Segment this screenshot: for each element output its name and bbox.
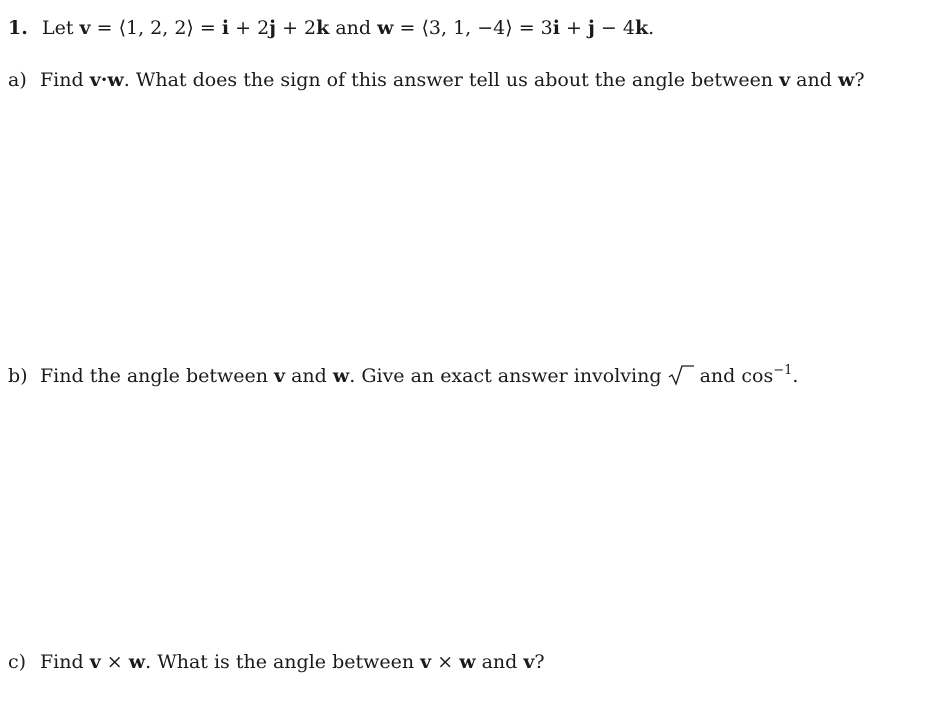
vector-w: w	[128, 651, 146, 673]
unit-j: j	[269, 17, 277, 39]
unit-i: i	[221, 17, 230, 39]
part-b-text-1: Find the angle between	[40, 365, 275, 387]
part-b-end: .	[792, 365, 799, 387]
and-text: and	[329, 17, 378, 39]
part-a-end: ?	[854, 69, 865, 91]
part-a-text-1: Find	[40, 69, 90, 91]
problem-number: 1.	[8, 17, 28, 39]
vector-v: v	[89, 69, 101, 91]
inverse-superscript: −1	[773, 363, 793, 378]
dot-operator: ·	[100, 69, 108, 91]
part-a	[0, 68, 865, 92]
vector-v: v	[420, 651, 432, 673]
vector-v: v	[274, 365, 286, 387]
unit-k-2: k	[634, 17, 649, 39]
v-definition: = ⟨1, 2, 2⟩ =	[96, 17, 222, 39]
v-rest-1: + 2	[229, 17, 270, 39]
and-text: and	[475, 651, 524, 673]
part-b	[0, 359, 798, 388]
cross-operator: ×	[100, 651, 129, 673]
unit-i-2: i	[552, 17, 560, 39]
vector-v: v	[89, 651, 101, 673]
vector-v: v	[79, 17, 91, 39]
vector-w: w	[107, 69, 124, 91]
part-c-label: c)	[8, 651, 27, 673]
w-rest-2: − 4	[594, 17, 635, 39]
part-b-label: b)	[8, 365, 28, 387]
part-b-text-3: and cos	[693, 365, 774, 387]
part-a-label: a)	[8, 69, 27, 91]
part-b-text-2: . Give an exact answer involving	[349, 365, 668, 387]
unit-j-2: j	[587, 17, 595, 39]
statement-end: .	[648, 17, 655, 39]
vector-w: w	[377, 17, 394, 39]
vector-w: w	[459, 651, 476, 673]
cross-operator: ×	[431, 651, 460, 673]
part-a-text-2: . What does the sign of this answer tell us about the angle between	[123, 69, 780, 91]
part-c	[0, 650, 545, 674]
w-definition: = ⟨3, 1, −4⟩ = 3	[393, 17, 553, 39]
part-c-text-1: Find	[40, 651, 90, 673]
let-text: Let	[42, 17, 74, 39]
w-rest-1: +	[559, 17, 588, 39]
square-root-icon	[668, 364, 694, 386]
part-c-end: ?	[534, 651, 545, 673]
v-rest-2: + 2	[276, 17, 317, 39]
problem-statement	[0, 16, 654, 40]
vector-v: v	[523, 651, 535, 673]
unit-k: k	[316, 17, 330, 39]
part-c-text-2: . What is the angle between	[145, 651, 421, 673]
and-text: and	[790, 69, 838, 91]
and-text: and	[285, 365, 333, 387]
vector-w: w	[332, 365, 350, 387]
vector-w: w	[837, 69, 855, 91]
vector-v: v	[779, 69, 791, 91]
